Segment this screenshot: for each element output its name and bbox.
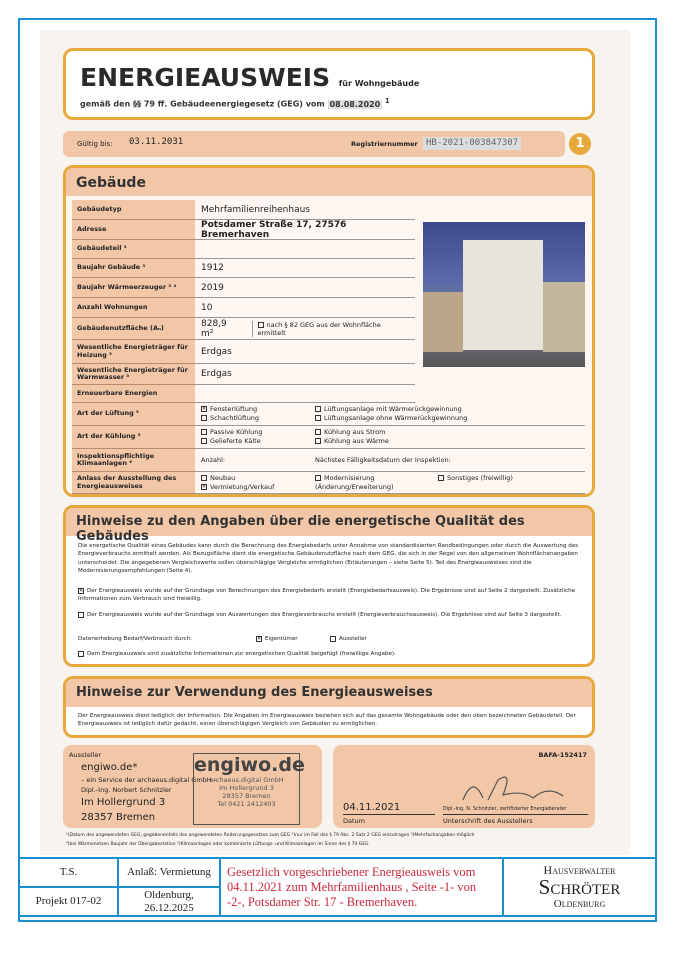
row-label: Adresse <box>72 220 195 240</box>
quality-intro: Die energetische Qualität eines Gebäudes kann durch die Berechnung des Energiebedarfs unter Annahme von standardisierten Randbedingungen oder durch die Auswertung des Energieverbrauchs ermittelt werden. Als Bezugsfläche dient die energetische Gebäudenutzfläche nach dem GEG, die sich in der Regel von den allgemeinen Wohnflächenangaben unterscheidet. Die angegebenen Vergleichswerte sollen überschlägige Vergleiche ermöglichen (Erläuterungen – siehe Seite 5). Teil des Energieausweises sind die Modernisierungsempfehlungen (Seite 4). <box>78 543 579 575</box>
page-number-badge: 1 <box>569 133 591 155</box>
row-label: Gebäudenutzfläche (Aₙ) <box>72 318 195 340</box>
checkbox-option[interactable]: ✕ Vermietung/Verkauf <box>202 483 275 491</box>
checkbox-option[interactable]: ✕ Fensterlüftung <box>202 405 258 413</box>
row-value: Potsdamer Straße 17, 27576 Bremerhaven <box>195 220 415 240</box>
footer-description: Gesetzlich vorgeschriebener Energieausweis vom 04.11.2021 zum Mehrfamilienhaus , Seite -1- von -2-, Potsdamer Str. 17 - Bremerhaven. <box>219 857 504 917</box>
issuer-box: Aussteller engiwo.de* – ein Service der archaeus.digital GmbH – Dipl.-Ing. Norbert Schnitzler Im Hollergrund 3 28357 Bremen engiwo.de archaeus.digital GmbH Im Hollergrund 3 28357 Bremen Tel 0421 2412403 <box>63 745 322 828</box>
additional-info-option[interactable]: Dem Energieausweis sind zusätzliche Informationen zur energetischen Qualität beigefügt (freiwillige Angabe). <box>78 650 588 658</box>
cooling-options <box>195 426 585 449</box>
inspection-options <box>195 449 585 472</box>
row-label: Wesentliche Energieträger für Heizung ³ <box>72 340 195 364</box>
checkbox-option[interactable]: Lüftungsanlage ohne Wärmerückgewinnung <box>315 414 467 423</box>
checkbox-option[interactable]: Sonstiges (freiwillig) <box>438 474 513 483</box>
ventilation-options <box>195 403 585 426</box>
checkbox-option[interactable]: Schachtlüftung <box>201 414 259 423</box>
validity-bar: Gültig bis: 03.11.2031 Registriernummer HB-2021-003847307 <box>63 131 565 157</box>
row-value: 10 <box>195 298 415 318</box>
footnote-line: ¹)Datum des angewendeten GEG, gegebenenfalls des angewendeten Änderungsgesetzes zum GEG ²)nur im Fall des § 79 Abs. 2 Satz 2 GEG einzutragen ³)Mehrfachangaben möglich <box>66 833 475 838</box>
checkbox-option[interactable]: Gelieferte Kälte <box>201 437 261 446</box>
footer-project: Projekt 017-02 <box>18 886 119 917</box>
row-label: Gebäudetyp <box>72 200 195 220</box>
demand-option[interactable]: ✕ Der Energieausweis wurde auf der Grundlage von Berechnungen des Energiebedarfs erstellt (Energiebedarfsausweis). Die Ergebnisse sind auf Seite 2 dargestellt. Zusätzliche Informationen zum Verbrauch sind freiwillig. <box>78 587 576 603</box>
reason-label: Anlass der Ausstellung des Energieausweises <box>72 472 195 494</box>
row-value <box>195 385 415 403</box>
cooling-label: Art der Kühlung ⁵ <box>72 426 195 449</box>
row-label: Baujahr Wärmeerzeuger ³ ⁴ <box>72 278 195 298</box>
row-value: 2019 <box>195 278 415 298</box>
ventilation-label: Art der Lüftung ⁵ <box>72 403 195 426</box>
usage-notes-text: Der Energieausweis dient lediglich der Information. Die Angaben im Energieausweis beziehen sich auf das gesamte Wohngebäude oder den oben bezeichneten Gebäudeteil. Der Energieausweis ist lediglich dafür gedacht, einen überschlägigen Vergleich von Gebäuden zu ermöglichen. <box>78 713 576 728</box>
row-label: Wesentliche Energieträger für Warmwasser ³ <box>72 364 195 385</box>
inspection-label: Inspektionspflichtige Klimaanlagen ⁶ <box>72 449 195 472</box>
hausverwalter-logo: Hausverwalter Schröter Oldenburg <box>502 857 657 917</box>
checkbox-option[interactable]: Neubau <box>201 474 235 483</box>
row-value: 1912 <box>195 259 415 278</box>
footer-occasion: Anlaß: Vermietung <box>117 857 221 888</box>
row-label: Erneuerbare Energien <box>72 385 195 403</box>
checkbox-option[interactable]: Kühlung aus Strom <box>315 428 385 437</box>
checkbox-option[interactable]: Modernisierung (Änderung/Erweiterung) <box>315 474 394 491</box>
signature-image <box>453 770 573 810</box>
row-value: Erdgas <box>195 340 415 364</box>
quality-notes-heading: Hinweise zu den Angaben über die energetische Qualität des Gebäudes <box>66 508 592 536</box>
inspection-due: Nächstes Fälligkeitsdatum der Inspektion: <box>315 456 451 464</box>
row-value <box>195 240 415 259</box>
row-label: Gebäudeteil ³ <box>72 240 195 259</box>
row-value: 828,9 m² nach § 82 GEG aus der Wohnfläche ermittelt <box>195 318 415 340</box>
reason-options <box>195 472 585 494</box>
footer-place-date: Oldenburg, 26.12.2025 <box>117 886 221 917</box>
footnote-line: ⁴)bei Wärmenetzen Baujahr der Übergabestation ⁵)Klimaanlagen oder kombinierte Lüftungs- und Klimaanlagen im Sinne des § 74 GEG <box>66 842 369 847</box>
checkbox-option[interactable]: Lüftungsanlage mit Wärmerückgewinnung <box>315 405 462 414</box>
usage-notes-heading: Hinweise zur Verwendung des Energieausweises <box>66 679 592 707</box>
doc-title: ENERGIEAUSWEIS für Wohngebäude <box>80 63 420 92</box>
issuer-stamp: engiwo.de archaeus.digital GmbH Im Hollergrund 3 28357 Bremen Tel 0421 2412403 <box>193 753 300 825</box>
inspection-count: Anzahl: <box>201 456 226 464</box>
row-value: Erdgas <box>195 364 415 385</box>
area-note: nach § 82 GEG aus der Wohnfläche ermittelt <box>252 321 410 337</box>
issuer-checkbox[interactable]: Aussteller <box>330 635 367 643</box>
consumption-option[interactable]: Der Energieausweis wurde auf der Grundlage von Auswertungen des Energieverbrauchs erstellt (Energieverbrauchsausweis). Die Ergebnisse sind auf Seite 3 dargestellt. <box>78 611 588 619</box>
signature-box: BAFA-152417 04.11.2021 Datum Dipl.-Ing. N. Schnitzler, zertifizierter Energieberater Unterschrift des Ausstellers <box>333 745 595 828</box>
row-label: Anzahl Wohnungen <box>72 298 195 318</box>
data-collection-row: Datenerhebung Bedarf/Verbrauch durch: ✕ Eigentümer Aussteller <box>78 635 367 642</box>
title-box <box>63 48 595 120</box>
footer-initials: T.S. <box>18 857 119 888</box>
doc-subtitle: gemäß den §§ 79 ff. Gebäudeenergiegesetz (GEG) vom 08.08.2020 $^1$ <box>80 97 390 109</box>
checkbox-option[interactable]: Passive Kühlung <box>201 428 262 437</box>
owner-checkbox[interactable]: ✕ Eigentümer <box>257 635 298 642</box>
building-photo <box>423 222 585 367</box>
checkbox-option[interactable]: Kühlung aus Wärme <box>315 437 389 446</box>
building-heading: Gebäude <box>66 168 592 196</box>
row-value: Mehrfamilienreihenhaus <box>195 200 415 220</box>
row-label: Baujahr Gebäude ³ <box>72 259 195 278</box>
